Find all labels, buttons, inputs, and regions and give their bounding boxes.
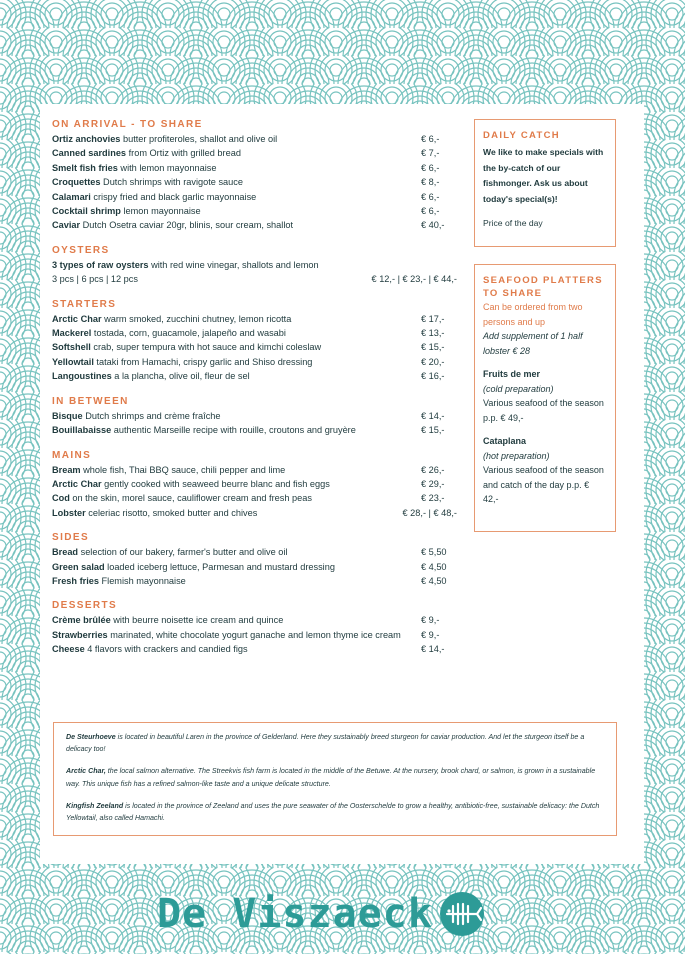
item-price: € 20,- — [421, 356, 445, 367]
item-price: € 16,- — [421, 371, 445, 382]
oyster-sizes: 3 pcs | 6 pcs | 12 pcs — [52, 274, 138, 285]
item-desc: warm smoked, zucchini chutney, lemon ricotta — [101, 313, 292, 324]
fruits-de-mer-name: Fruits de mer — [483, 369, 541, 379]
item-desc: 4 flavors with crackers and candied figs — [84, 644, 248, 655]
item-desc: marinated, white chocolate yogurt ganache and lemon thyme ice cream — [107, 629, 401, 640]
desserts-items — [52, 613, 457, 656]
item-price: € 6,- — [421, 191, 440, 202]
between-items — [52, 409, 457, 438]
item-price: € 6,- — [421, 162, 440, 173]
item-price: € 26,- — [421, 464, 445, 475]
section-title-oysters: OYSTERS — [52, 244, 110, 256]
item-name: Mackerel — [52, 328, 92, 339]
item-price: € 23,- — [421, 493, 445, 504]
menu-item — [52, 132, 457, 146]
item-price: € 17,- — [421, 313, 445, 324]
section-title-desserts: DESSERTS — [52, 600, 118, 612]
menu-item — [52, 613, 457, 627]
platters-title: SEAFOOD PLATTERS TO SHARE — [483, 275, 603, 299]
item-price: € 28,- | € 48,- — [402, 507, 457, 518]
fruits-de-mer-desc: Various seafood of the season p.p. € 49,- — [483, 398, 604, 423]
daily-catch-text: We like to make specials with the by-catch of our fishmonger. Ask us about today's special(s)! — [483, 147, 604, 204]
item-desc: on the skin, morel sauce, cauliflower cream and fresh peas — [69, 493, 312, 504]
menu-item — [52, 574, 457, 588]
arrival-items — [52, 132, 457, 233]
item-name: Caviar — [52, 220, 81, 231]
menu-item — [52, 161, 457, 175]
section-title-starters: STARTERS — [52, 298, 117, 310]
menu-item — [52, 463, 457, 477]
item-name: Langoustines — [52, 371, 112, 382]
item-name: Cod — [52, 493, 70, 504]
item-name: Smelt fish fries — [52, 162, 118, 173]
item-name: Softshell — [52, 342, 91, 353]
item-price: € 14,- — [421, 410, 445, 421]
item-price: € 7,- — [421, 148, 440, 159]
menu-item — [52, 545, 457, 559]
item-name: Lobster — [52, 507, 86, 518]
item-desc: Flemish mayonnaise — [98, 575, 186, 586]
item-desc: celeriac risotto, smoked butter and chives — [85, 507, 258, 518]
item-name: Croquettes — [52, 177, 101, 188]
logo-text: De Viszaeck — [157, 891, 433, 937]
item-price: € 4,50 — [421, 575, 447, 586]
item-name: 3 types of raw oysters — [52, 259, 149, 270]
menu-item — [52, 204, 457, 218]
item-name: Ortiz anchovies — [52, 134, 121, 144]
menu-item — [52, 477, 457, 491]
item-desc: lemon mayonnaise — [120, 206, 201, 217]
item-name: Fresh fries — [52, 575, 99, 586]
menu-item — [52, 642, 457, 656]
item-name: Canned sardines — [52, 148, 127, 159]
menu-item — [52, 560, 457, 574]
item-desc: loaded iceberg lettuce, Parmesan and mustard dressing — [104, 561, 335, 572]
menu-item — [52, 423, 457, 437]
item-name: Yellowtail — [52, 356, 94, 367]
menu-item — [52, 175, 457, 189]
section-title-sides: SIDES — [52, 532, 90, 544]
item-desc: crab, super tempura with hot sauce and kimchi coleslaw — [90, 342, 322, 353]
item-price: € 8,- — [421, 177, 440, 188]
item-price: € 15,- — [421, 342, 445, 353]
info-paragraph — [66, 765, 604, 789]
item-desc: butter profiteroles, shallot and olive oil — [120, 134, 278, 144]
menu-item — [52, 369, 457, 383]
oyster-price: € 12,- | € 23,- | € 44,- — [371, 274, 457, 285]
section-title-mains: MAINS — [52, 449, 92, 461]
section-title-arrival: ON ARRIVAL - TO SHARE — [52, 119, 203, 130]
origin-info-box — [53, 722, 617, 836]
item-desc: authentic Marseille recipe with rouille, croutons and gruyère — [111, 425, 356, 436]
section-title-between: IN BETWEEN — [52, 395, 129, 407]
daily-catch-title: DAILY CATCH — [483, 130, 560, 141]
item-name: Bouillabaisse — [52, 425, 112, 436]
item-desc: crispy fried and black garlic mayonnaise — [90, 191, 257, 202]
menu-item — [52, 409, 457, 423]
item-name: Strawberries — [52, 629, 108, 640]
platters-note: Can be ordered from two persons and up — [483, 302, 583, 327]
item-name: Bread — [52, 547, 79, 558]
item-name: Arctic Char — [52, 478, 102, 489]
sides-items — [52, 545, 457, 588]
info-text: is located in beautiful Laren in the province of Gelderland. Here they sustainably breed sturgeon for caviar production. And let the sturgeon itself be a delicacy too! — [66, 733, 585, 754]
info-text: the local salmon alternative. The Streekvis fish farm is located in the middle of the Betuwe. At the nursery, brook chard, or salmon, is grown in a sustainable way. This unique fish has a refined salmon-like taste and a unique delicate structure. — [66, 767, 596, 788]
item-price: € 15,- — [421, 425, 445, 436]
item-desc: selection of our bakery, farmer's butter and olive oil — [78, 547, 288, 558]
item-price: € 9,- — [421, 615, 440, 626]
info-paragraph — [66, 731, 604, 755]
item-desc: with red wine vinegar, shallots and lemon — [148, 259, 319, 270]
cataplana-prep: (hot preparation) — [483, 450, 550, 461]
item-name: Green salad — [52, 561, 105, 572]
fruits-de-mer-prep: (cold preparation) — [483, 383, 554, 394]
menu-item — [52, 491, 457, 505]
item-price: € 5,50 — [421, 547, 447, 558]
item-price: € 14,- — [421, 644, 445, 655]
menu-item — [52, 272, 457, 286]
starters-items — [52, 312, 457, 384]
info-text: is located in the province of Zeeland and uses the pure seawater of the Oosterschelde to grow a healthy, antibiotic-free, sustainable delicacy: the Dutch Yellowtail, also called Hamachi. — [66, 801, 600, 823]
item-price: € 13,- — [421, 328, 445, 339]
brand-logo — [157, 890, 485, 938]
item-name: Calamari — [52, 191, 91, 202]
item-desc: gently cooked with seaweed beurre blanc and fish eggs — [101, 478, 330, 489]
info-name: Arctic Char, — [66, 767, 106, 776]
item-name: Bisque — [52, 410, 83, 421]
menu-item — [52, 190, 457, 204]
item-price: € 6,- — [421, 134, 440, 144]
info-paragraph — [66, 800, 604, 824]
menu-item — [52, 628, 457, 642]
item-desc: tataki from Hamachi, crispy garlic and Shiso dressing — [93, 356, 313, 367]
menu-item — [52, 506, 457, 520]
item-desc: from Ortiz with grilled bread — [126, 148, 241, 159]
item-desc: whole fish, Thai BBQ sauce, chili pepper and lime — [80, 464, 286, 475]
item-desc: with lemon mayonnaise — [117, 162, 217, 173]
menu-item — [52, 340, 457, 354]
daily-catch-price: Price of the day — [483, 218, 543, 228]
cataplana-name: Cataplana — [483, 436, 527, 446]
item-price: € 9,- — [421, 629, 440, 640]
menu-list — [52, 118, 457, 657]
item-price: € 4,50 — [421, 561, 447, 572]
daily-catch-box — [474, 119, 616, 247]
item-name: Arctic Char — [52, 313, 102, 324]
menu-item — [52, 355, 457, 369]
menu-item — [52, 312, 457, 326]
item-name: Cocktail shrimp — [52, 206, 121, 217]
item-desc: Dutch Osetra caviar 20gr, blinis, sour cream, shallot — [80, 220, 294, 231]
item-price: € 40,- — [421, 220, 445, 231]
seafood-platters-box — [474, 264, 616, 532]
item-desc: Dutch shrimps and crème fraîche — [82, 410, 221, 421]
menu-item — [52, 258, 457, 272]
item-desc: tostada, corn, guacamole, jalapeño and wasabi — [91, 328, 286, 339]
platters-supplement: Add supplement of 1 half lobster € 28 — [483, 331, 583, 356]
menu-item — [52, 326, 457, 340]
item-desc: with beurre noisette ice cream and quince — [110, 615, 284, 626]
fish-skeleton-icon — [439, 891, 485, 937]
item-name: Cheese — [52, 644, 85, 655]
info-name: De Steurhoeve — [66, 733, 116, 741]
mains-items — [52, 463, 457, 521]
cataplana-desc: Various seafood of the season and catch of the day p.p. € 42,- — [483, 465, 604, 504]
menu-item — [52, 146, 457, 160]
item-price: € 29,- — [421, 478, 445, 489]
info-name: Kingfish Zeeland — [66, 801, 124, 810]
item-desc: a la plancha, olive oil, fleur de sel — [111, 371, 250, 382]
item-name: Crème brûlée — [52, 615, 111, 626]
item-desc: Dutch shrimps with ravigote sauce — [100, 177, 243, 188]
item-name: Bream — [52, 464, 81, 475]
menu-item — [52, 218, 457, 232]
item-price: € 6,- — [421, 206, 440, 217]
